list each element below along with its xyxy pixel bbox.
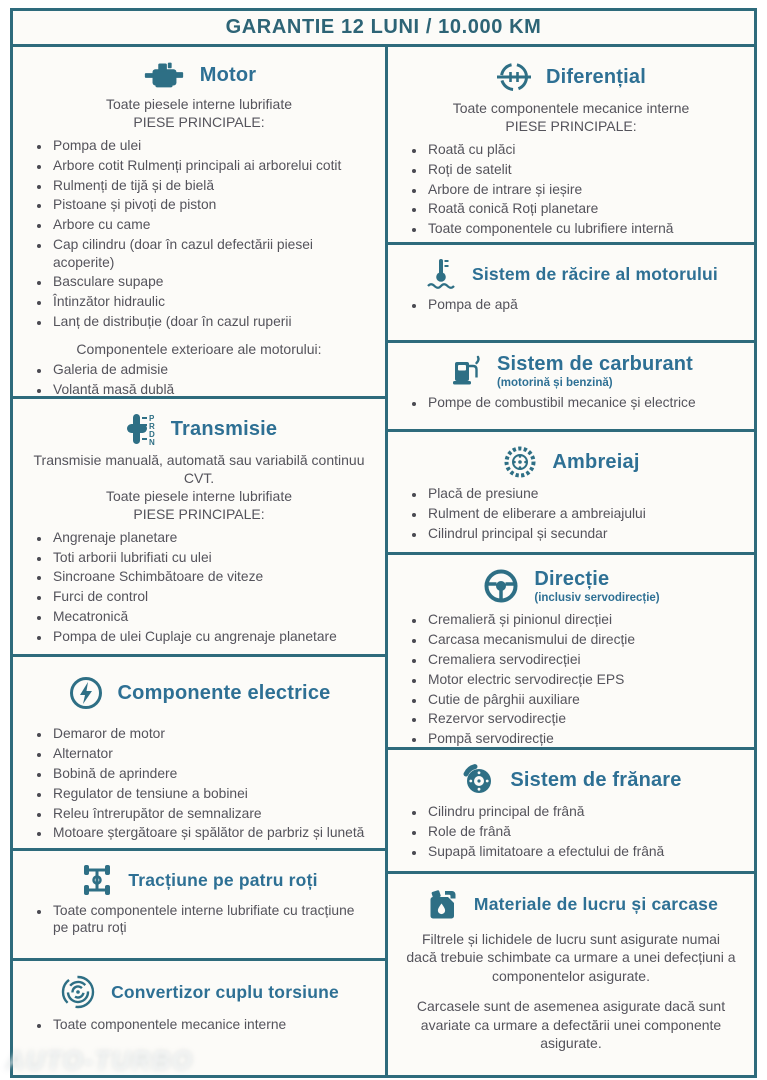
list-item: • Placă de presiune [426, 485, 742, 502]
list-item: • Cilindru principal de frână [426, 803, 742, 820]
brake-disc-icon [460, 762, 496, 798]
section-racire [388, 245, 754, 343]
list-item: • Mecatronică [51, 608, 373, 625]
intro-line: Toate componentele mecanice interne [452, 100, 690, 116]
intro-line: PIESE PRINCIPALE: [505, 117, 637, 134]
list-item: • Cremalieră și pinionul direcției [426, 611, 742, 628]
materiale-paragraphs [400, 930, 742, 1053]
title-block [534, 568, 659, 604]
list-item: • Arbore cu came [51, 216, 373, 233]
section-transmisie [13, 399, 385, 657]
section-motor-head [25, 59, 373, 91]
section-title: Convertizor cuplu torsiune [111, 981, 339, 1002]
drivetrain-icon [80, 863, 114, 897]
clutch-disc-icon [502, 444, 538, 480]
list-item: • Roți de satelit [426, 161, 742, 178]
section-convertizor-head [25, 973, 373, 1011]
list-item: • Rulment de eliberare a ambreiajului [426, 505, 742, 522]
thermometer-icon [424, 257, 458, 291]
section-title: Sistem de frănare [510, 768, 682, 791]
bullet-list [25, 725, 373, 842]
watermark: AUTO-TURBO [6, 1047, 194, 1075]
section-title: Sistem de carburant [496, 353, 694, 375]
intro-line: Transmisie manuală, automată sau variabilă continuu CVT. [33, 452, 365, 486]
section-materiale [388, 874, 754, 1075]
svg-text:P: P [148, 414, 155, 423]
list-item: • Cilindrul principal și secundar [426, 525, 742, 542]
section-carburant [388, 343, 754, 432]
list-item: • Toate componentele mecanice interne [51, 1016, 373, 1033]
bullet-list [25, 902, 373, 937]
list-item: • Toate componentele interne lubrifiate cu tracțiune pe patru roți [51, 902, 373, 937]
list-item: • Motor electric servodirecție EPS [426, 671, 742, 688]
bullet-list [25, 529, 373, 646]
list-item: • Sincroane Schimbătoare de viteze [51, 568, 373, 585]
right-column [388, 47, 754, 1075]
list-item: • Pompa de ulei [51, 137, 373, 154]
list-item: • Volantă masă dublă [51, 381, 373, 398]
bullet-list [400, 803, 742, 860]
list-item: • Arbore cotit Rulmenți principali ai arborelui cotit [51, 157, 373, 174]
bullet-list [400, 296, 742, 313]
section-racire-head [400, 257, 742, 291]
section-intro [25, 96, 373, 132]
section-title: Transmisie [170, 417, 278, 440]
section-title: Componente electrice [117, 681, 331, 704]
oil-canister-icon [424, 886, 460, 922]
section-motor [13, 47, 385, 399]
page-title: GARANTIE 12 LUNI / 10.000 KM [225, 16, 542, 38]
section-carburant-head [400, 353, 742, 389]
list-item: • Bobină de aprindere [51, 765, 373, 782]
bullet-list [400, 394, 742, 411]
section-title: Direcție [534, 568, 610, 590]
section-directie [388, 555, 754, 750]
list-item: • Pompă servodirecție [426, 730, 742, 747]
bullet-list [400, 485, 742, 542]
section-diferential-head [400, 59, 742, 95]
intro-line: Toate piesele interne lubrifiate [105, 487, 292, 504]
list-item: • Regulator de tensiune a bobinei [51, 785, 373, 802]
section-intro [25, 452, 373, 524]
section-franare-head [400, 762, 742, 798]
steering-wheel-icon [482, 567, 520, 605]
section-title: Motor [199, 63, 257, 86]
list-item: • Pompa de apă [426, 296, 742, 313]
list-item: • Pompe de combustibil mecanice și electrice [426, 394, 742, 411]
list-item: • Lanț de distribuție (doar în cazul ruperii [51, 313, 373, 330]
list-item: • Roată conică Roți planetare [426, 200, 742, 217]
svg-text:R: R [148, 422, 155, 431]
fuel-pump-icon [449, 354, 483, 388]
intro-line: PIESE PRINCIPALE: [133, 113, 265, 130]
differential-icon [496, 59, 532, 95]
section-diferential [388, 47, 754, 245]
section-title: Tracțiune pe patru roți [128, 869, 318, 890]
torque-converter-icon [59, 973, 97, 1011]
section-title: Sistem de răcire al motorului [471, 263, 718, 284]
intro-line: Toate piesele interne lubrifiate [105, 96, 292, 112]
section-franare [388, 750, 754, 874]
left-column [13, 47, 388, 1075]
section-title: Diferențial [545, 65, 646, 88]
list-item: • Roată cu plăci [426, 141, 742, 158]
paragraph: Carcasele sunt de asemenea asigurate dacă sunt avariate ca urmare a defectării unei componente asigurate. [416, 998, 726, 1052]
section-componente-electrice [13, 657, 385, 851]
section-electrice-head [25, 675, 373, 711]
section-ambreiaj [388, 432, 754, 555]
list-item: • Role de frână [426, 823, 742, 840]
lightning-icon [68, 675, 104, 711]
section-title: Materiale de lucru și carcase [473, 893, 719, 914]
bullet-list [400, 611, 742, 748]
bullet-list [25, 361, 373, 399]
list-item: • Toate componentele cu lubrifiere internă [426, 220, 742, 237]
list-item: • Angrenaje planetare [51, 529, 373, 546]
list-item: • Toti arborii lubrifiati cu ulei [51, 549, 373, 566]
list-item: • Cutie de pârghii auxiliare [426, 691, 742, 708]
list-item: • Furci de control [51, 588, 373, 605]
section-directie-head [400, 567, 742, 605]
list-item: • Pompa de ulei Cuplaje cu angrenaje planetare [51, 628, 373, 645]
list-item: • Demaror de motor [51, 725, 373, 742]
list-item: • Pistoane și pivoți de piston [51, 196, 373, 213]
list-item: • Supapă limitatoare a efectului de frână [426, 843, 742, 860]
section-ambreiaj-head [400, 444, 742, 480]
list-item: • Rezervor servodirecție [426, 710, 742, 727]
columns [13, 47, 754, 1075]
list-item: • Alternator [51, 745, 373, 762]
bullet-list [25, 137, 373, 331]
section-tractiune-head [25, 863, 373, 897]
list-item: • Carcasa mecanismului de direcție [426, 631, 742, 648]
list-item: • Întinzător hidraulic [51, 293, 373, 310]
section-convertizor [13, 961, 385, 1075]
warranty-sheet [10, 8, 757, 1078]
svg-text:N: N [148, 438, 155, 447]
section-subtitle: (inclusiv servodirecție) [534, 592, 660, 604]
bullet-list [400, 141, 742, 238]
list-item: • Cremaliera servodirecției [426, 651, 742, 668]
list-item: • Galeria de admisie [51, 361, 373, 378]
section-subheading: Componentele exterioare ale motorului: [76, 341, 322, 358]
gear-shifter-icon [121, 411, 157, 447]
section-transmisie-head [25, 411, 373, 447]
section-title: Ambreiaj [552, 450, 640, 473]
header-bar [13, 11, 754, 47]
list-item: • Motoare ștergătoare și spălător de parbriz și lunetă [51, 824, 373, 841]
section-materiale-head [400, 886, 742, 922]
list-item: • Arbore de intrare și ieșire [426, 181, 742, 198]
svg-text:D: D [148, 430, 155, 439]
title-block [497, 353, 693, 389]
engine-icon [142, 59, 186, 91]
list-item: • Releu întrerupător de semnalizare [51, 805, 373, 822]
section-tractiune [13, 851, 385, 961]
paragraph: Filtrele și lichidele de lucru sunt asigurate numai dacă trebuie schimbate ca urmare a unei defecțiuni a componentelor asigurate. [406, 931, 736, 984]
section-intro [400, 100, 742, 136]
list-item: • Rulmenți de tijă și de bielă [51, 177, 373, 194]
intro-line: PIESE PRINCIPALE: [133, 505, 265, 522]
bullet-list [25, 1016, 373, 1033]
list-item: • Basculare supape [51, 273, 373, 290]
list-item: • Cap cilindru (doar în cazul defectării piesei acoperite) [51, 236, 373, 271]
section-subtitle: (motorină și benzină) [496, 377, 613, 389]
